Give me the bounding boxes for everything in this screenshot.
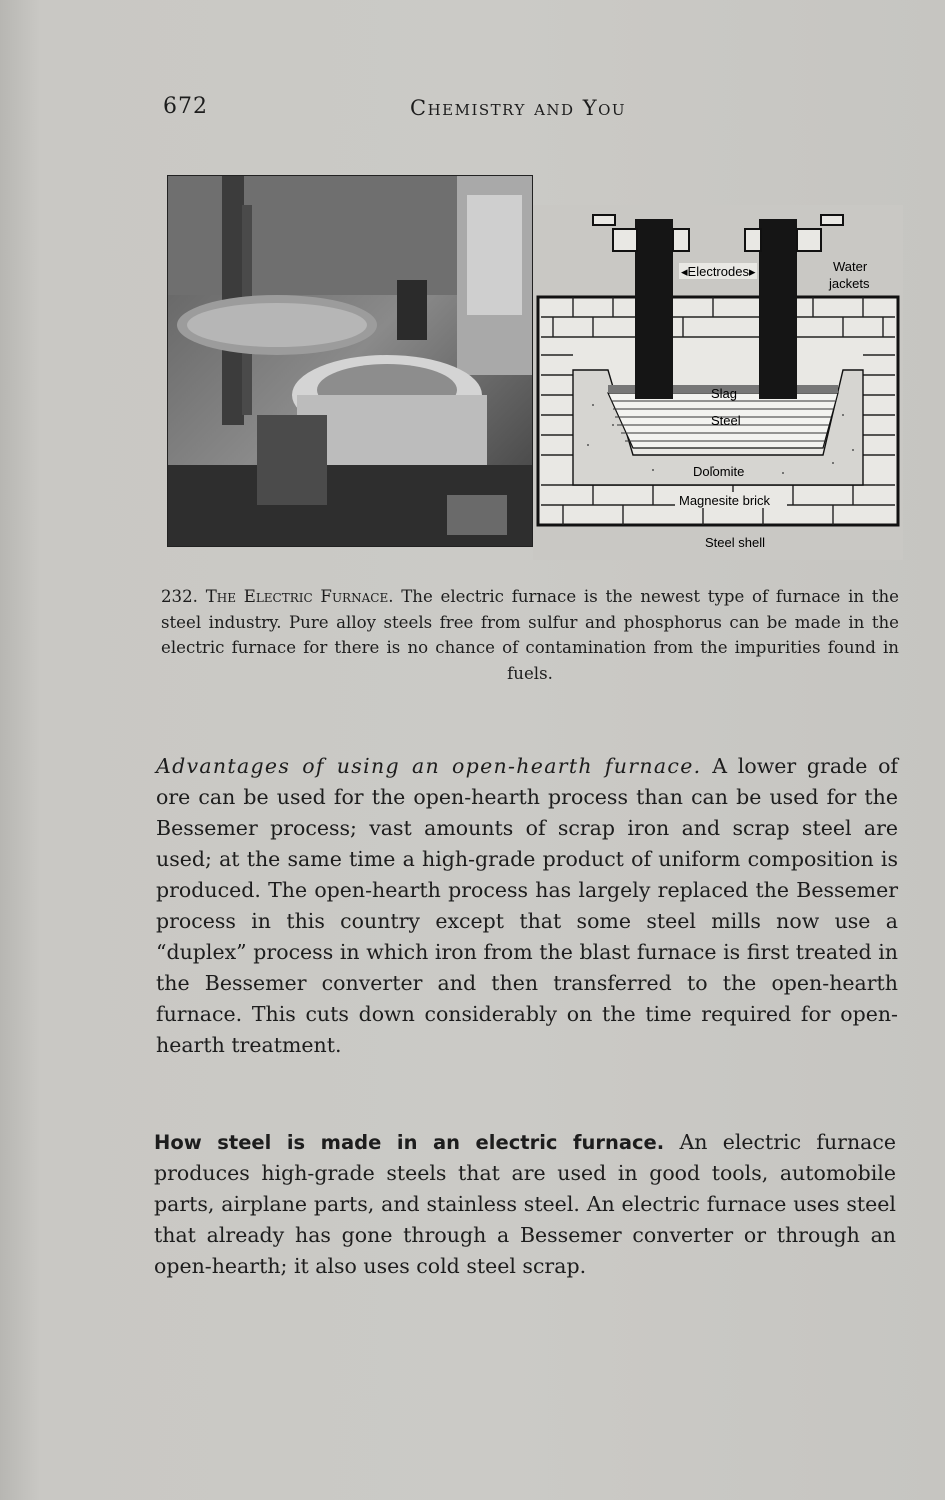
caption-text: The electric furnace is the newest type of furnace in the steel industry. Pure alloy steels free from sulfur and phosphorus can be made in the electric furnace for there is no chance of contamination from the impurities found in fuels. — [161, 587, 899, 683]
label-electrodes: ◂Electrodes▸ — [681, 264, 756, 279]
page-number: 672 — [163, 94, 208, 119]
body-electric-furnace: An electric furnace produces high-grade steels that are used in good tools, automobile parts, airplane parts, and stainless steel. An electric furnace uses steel that already has gone through a Bessemer converter or through an open-hearth; it also uses cold steel scrap. — [154, 1130, 896, 1278]
caption-number: 232. — [161, 587, 198, 606]
heading-open-hearth: Advantages of using an open-hearth furnace. — [156, 754, 702, 778]
figure-caption — [161, 584, 899, 686]
furnace-diagram — [533, 205, 903, 560]
label-jackets: jackets — [829, 276, 870, 291]
heading-electric-furnace: How steel is made in an electric furnace. — [154, 1131, 665, 1154]
running-title: Chemistry and You — [410, 96, 627, 120]
furnace-photograph — [167, 175, 533, 547]
label-dolomite: Dolomite — [693, 464, 745, 479]
paragraph-open-hearth — [156, 751, 898, 1061]
label-magnesite-brick: Magnesite brick — [679, 493, 771, 508]
paragraph-electric-furnace — [154, 1127, 896, 1282]
body-open-hearth: A lower grade of ore can be used for the open-hearth process than can be used for the Bessemer process; vast amounts of scrap iron and scrap steel are used; at the same time a high-grade product of uniform composition is produced. The open-hearth process has largely replaced the Bessemer process in this country except that some steel mills now use a “duplex” process in which iron from the blast furnace is first treated in the Bessemer converter and then transferred to the open-hearth furnace. This cuts down considerably on the time required for open-hearth treatment. — [156, 754, 899, 1057]
label-steel-shell: Steel shell — [705, 535, 765, 550]
label-slag: Slag — [711, 386, 738, 401]
caption-title: The Electric Furnace. — [205, 587, 394, 606]
label-steel: Steel — [711, 413, 741, 428]
label-water: Water — [833, 259, 868, 274]
